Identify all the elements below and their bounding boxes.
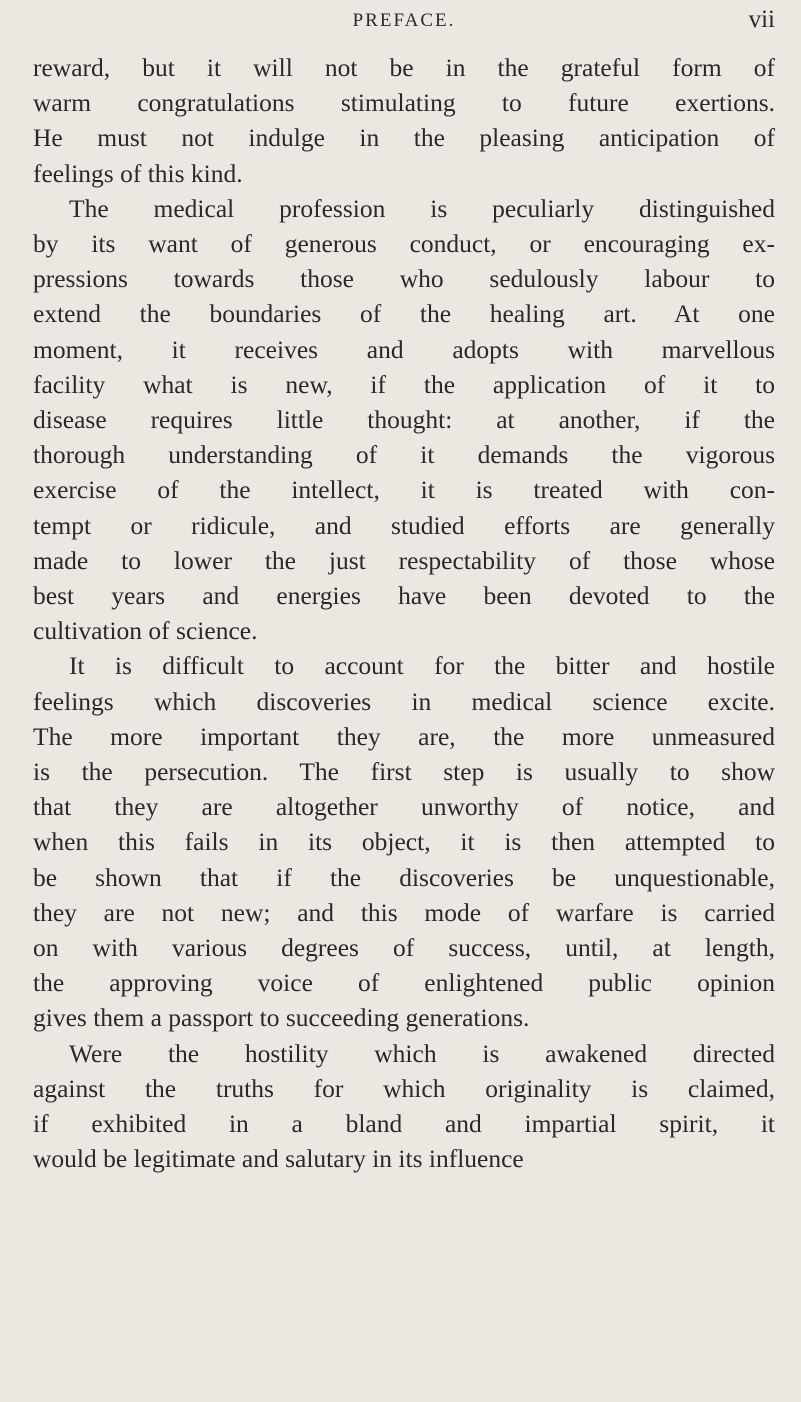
text-line: Were the hostility which is awakened directed [69, 1038, 775, 1068]
book-page [0, 6, 801, 1402]
text-line: warm congratulations stimulating to future exertions. [33, 88, 775, 118]
text-line: made to lower the just respectability of those whose [33, 545, 775, 575]
text-line: The medical profession is peculiarly distinguished [69, 193, 775, 223]
paragraph [33, 50, 775, 191]
text-line: be shown that if the discoveries be unquestionable, [33, 862, 775, 892]
text-line: feelings of this kind. [33, 158, 243, 188]
text-line: that they are altogether unworthy of notice, and [33, 792, 775, 822]
text-line: extend the boundaries of the healing art. At one [33, 299, 775, 329]
paragraph [33, 1036, 775, 1177]
text-line: It is difficult to account for the bitter and hostile [69, 651, 775, 681]
text-line: thorough understanding of it demands the vigorous [33, 440, 775, 470]
text-line: tempt or ridicule, and studied efforts are generally [33, 510, 775, 540]
text-line: if exhibited in a bland and impartial spirit, it [33, 1109, 775, 1139]
text-line: they are not new; and this mode of warfare is carried [33, 897, 775, 927]
text-line: would be legitimate and salutary in its influence [33, 1144, 524, 1174]
running-head [33, 6, 775, 36]
text-line: the approving voice of enlightened public opinion [33, 968, 775, 998]
paragraph [33, 648, 775, 1035]
paragraph [33, 191, 775, 649]
text-line: against the truths for which originality is claimed, [33, 1073, 775, 1103]
text-line: reward, but it will not be in the grateful form of [33, 53, 775, 82]
text-line: when this fails in its object, it is then attempted to [33, 827, 775, 857]
text-line: by its want of generous conduct, or encouraging ex- [33, 229, 775, 259]
text-line: pressions towards those who sedulously labour to [33, 264, 775, 294]
text-line: cultivation of science. [33, 616, 258, 646]
text-line: facility what is new, if the application of it to [33, 369, 775, 399]
text-line: feelings which discoveries in medical science excite. [33, 686, 775, 716]
text-line: is the persecution. The first step is usually to show [33, 757, 775, 787]
text-line: The more important they are, the more unmeasured [33, 721, 775, 751]
body-text [33, 50, 775, 1177]
text-line: exercise of the intellect, it is treated with con- [33, 475, 775, 505]
text-line: on with various degrees of success, until, at length, [33, 933, 775, 963]
text-line: best years and energies have been devoted to the [33, 581, 775, 611]
running-title: PREFACE. [352, 10, 456, 31]
text-line: disease requires little thought: at another, if the [33, 405, 775, 435]
text-line: He must not indulge in the pleasing anticipation of [33, 123, 775, 153]
page-number: vii [748, 6, 775, 33]
text-line: moment, it receives and adopts with marvellous [33, 334, 775, 364]
text-line: gives them a passport to succeeding generations. [33, 1003, 530, 1033]
